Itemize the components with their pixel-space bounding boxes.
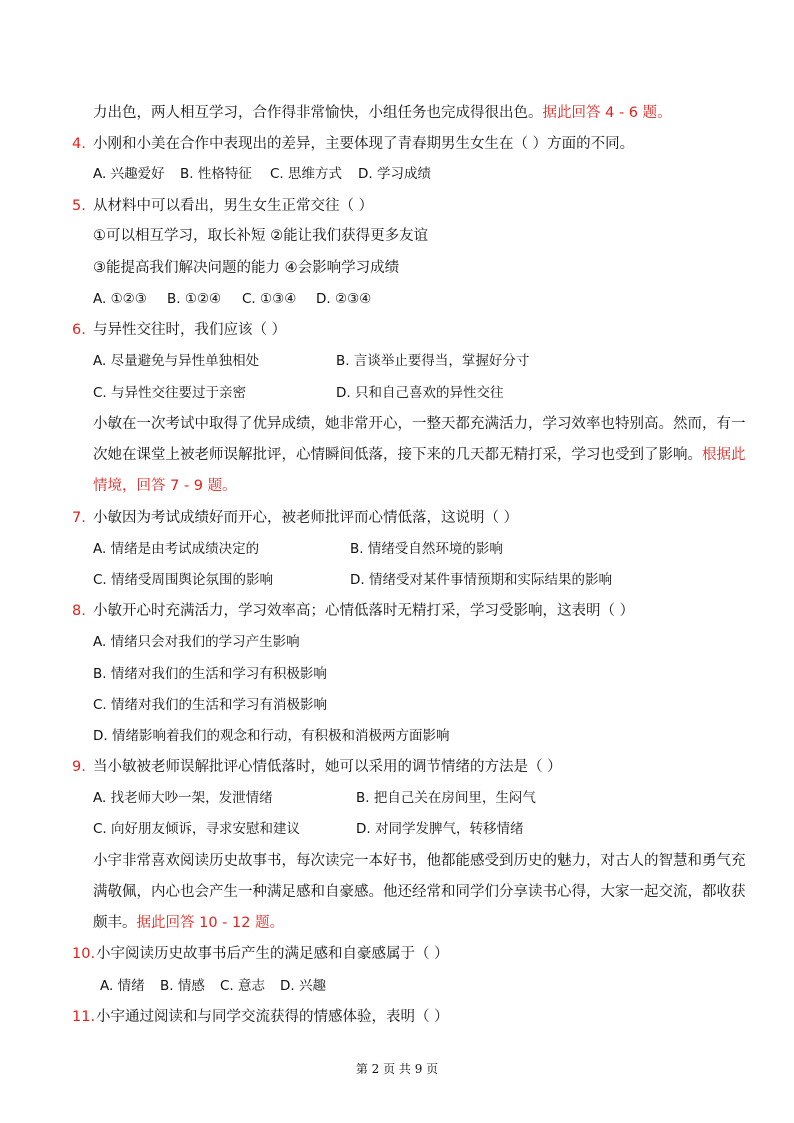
question-5-statements-1: ①可以相互学习，取长补短 ②能让我们获得更多友谊	[93, 228, 429, 244]
question-4-option-b: B. 性格特征	[180, 166, 252, 182]
question-5-option-a: A. ①②③	[93, 291, 147, 307]
question-6-option-c: C. 与异性交往要过于亲密	[93, 385, 247, 401]
question-6-option-a: A. 尽量避免与异性单独相处	[93, 353, 260, 369]
question-10-option-b: B. 情感	[160, 978, 205, 994]
question-11-stem: 小宇通过阅读和与同学交流获得的情感体验，表明（ ）	[96, 1009, 449, 1025]
question-7-option-d: D. 情绪受对某件事情预期和实际结果的影响	[350, 572, 612, 588]
question-6-number: 6.	[72, 322, 86, 338]
question-8-stem: 小敏开心时充满活力，学习效率高；心情低落时无精打采，学习受影响，这表明（ ）	[93, 603, 635, 619]
question-9-number: 9.	[72, 759, 86, 775]
passage-1-last-line	[93, 103, 672, 123]
question-6-option-b: B. 言谈举止要得当，掌握好分寸	[336, 353, 530, 369]
passage-2-reference-end: 情境，回答 7 - 9 题。	[93, 478, 237, 494]
question-7-option-b: B. 情绪受自然环境的影响	[350, 541, 503, 557]
question-8-option-b: B. 情绪对我们的生活和学习有积极影响	[93, 666, 327, 682]
question-9-option-b: B. 把自己关在房间里，生闷气	[356, 790, 536, 806]
question-4-option-a: A. 兴趣爱好	[93, 166, 165, 182]
passage-3-line-1: 小宇非常喜欢阅读历史故事书，每次读完一本好书，他都能感受到历史的魅力，对古人的智慧和勇气充	[93, 853, 746, 869]
question-9-option-a: A. 找老师大吵一架，发泄情绪	[93, 790, 273, 806]
question-9-option-d: D. 对同学发脾气，转移情绪	[356, 821, 524, 837]
question-5-option-c: C. ①③④	[242, 291, 297, 307]
question-7-option-c: C. 情绪受周围舆论氛围的影响	[93, 572, 274, 588]
question-8-option-d: D. 情绪影响着我们的观念和行动，有积极和消极两方面影响	[93, 728, 450, 744]
question-10-option-c: C. 意志	[220, 978, 266, 994]
question-10-option-a: A. 情绪	[100, 978, 145, 994]
question-7-number: 7.	[72, 510, 86, 526]
passage-2-reference-start: 根据此	[702, 447, 746, 463]
passage-3-line-3-text: 颇丰。	[93, 915, 137, 931]
question-9-option-c: C. 向好朋友倾诉，寻求安慰和建议	[93, 821, 301, 837]
passage-3-line-2: 满敬佩，内心也会产生一种满足感和自豪感。他还经常和同学们分享读书心得，大家一起交流，都收获	[93, 884, 746, 900]
question-10-stem: 小宇阅读历史故事书后产生的满足感和自豪感属于（ ）	[96, 946, 449, 962]
passage-2-line-2-text: 次她在课堂上被老师误解批评，心情瞬间低落，接下来的几天都无精打采，学习也受到了影响。	[93, 447, 702, 463]
passage-1-reference: 据此回答 4 - 6 题。	[542, 105, 672, 121]
passage-1-text: 力出色，两人相互学习，合作得非常愉快，小组任务也完成得很出色。	[93, 105, 543, 121]
question-5-number: 5.	[72, 198, 86, 214]
question-5-option-b: B. ①②④	[167, 291, 222, 307]
question-8-number: 8.	[72, 603, 86, 619]
question-5-stem: 从材料中可以看出，男生女生正常交往（ ）	[93, 198, 374, 214]
question-8-option-a: A. 情绪只会对我们的学习产生影响	[93, 634, 300, 650]
question-4-stem: 小刚和小美在合作中表现出的差异，主要体现了青春期男生女生在（ ）方面的不同。	[93, 136, 635, 152]
passage-3-line-3	[93, 913, 284, 933]
question-6-stem: 与异性交往时，我们应该（ ）	[93, 322, 287, 338]
passage-2-line-1: 小敏在一次考试中取得了优异成绩，她非常开心，一整天都充满活力，学习效率也特别高。然而，有一	[93, 416, 746, 432]
question-7-stem: 小敏因为考试成绩好而开心，被老师批评而心情低落，这说明（ ）	[93, 510, 519, 526]
page-footer: 第 2 页 共 9 页	[355, 1062, 439, 1076]
question-10-number: 10.	[72, 946, 96, 962]
question-4-number: 4.	[72, 136, 86, 152]
question-5-statements-2: ③能提高我们解决问题的能力 ④会影响学习成绩	[93, 260, 400, 276]
passage-3-reference: 据此回答 10 - 12 题。	[136, 915, 285, 931]
question-4-option-c: C. 思维方式	[270, 166, 343, 182]
question-7-option-a: A. 情绪是由考试成绩决定的	[93, 541, 260, 557]
question-10-option-d: D. 兴趣	[280, 978, 326, 994]
question-4-option-d: D. 学习成绩	[358, 166, 431, 182]
question-9-stem: 当小敏被老师误解批评心情低落时，她可以采用的调节情绪的方法是（ ）	[93, 759, 562, 775]
question-8-option-c: C. 情绪对我们的生活和学习有消极影响	[93, 697, 328, 713]
question-6-option-d: D. 只和自己喜欢的异性交往	[336, 385, 504, 401]
passage-2-line-2	[93, 445, 746, 465]
question-11-number: 11.	[72, 1009, 96, 1025]
question-5-option-d: D. ②③④	[316, 291, 372, 307]
